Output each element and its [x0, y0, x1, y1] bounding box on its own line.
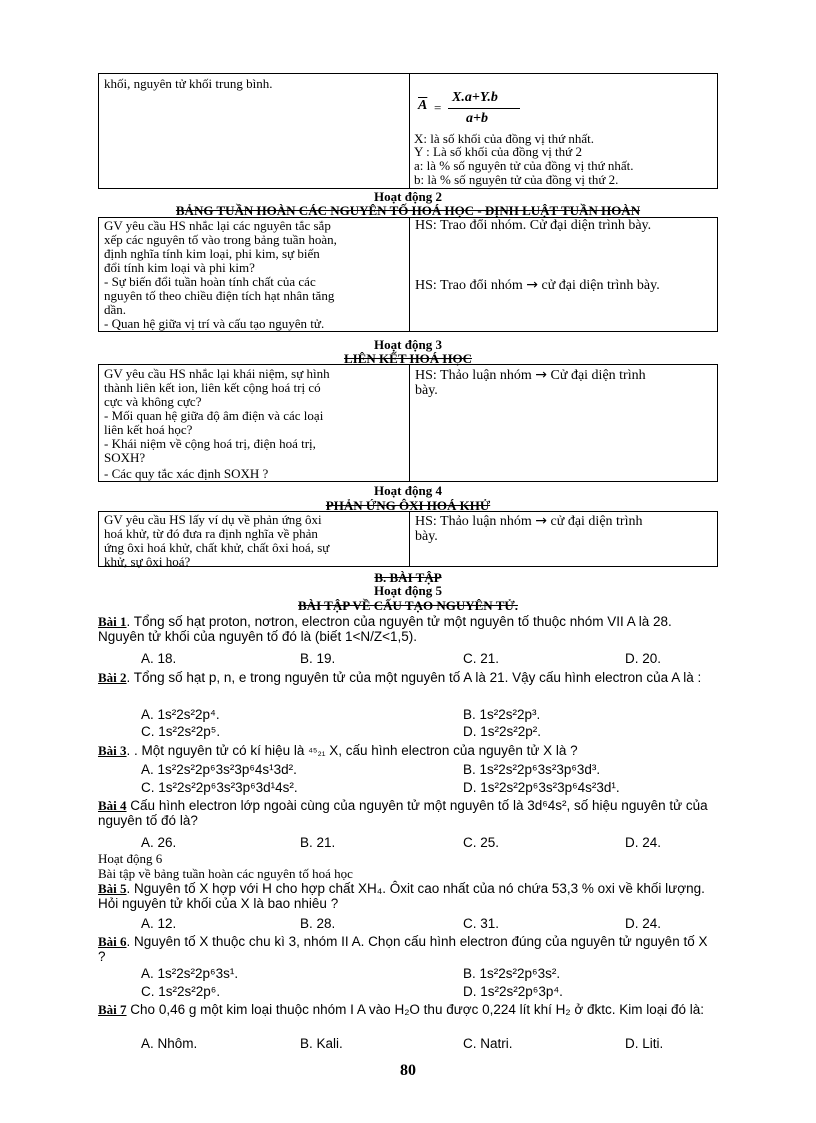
act4-title: PHẢN ỨNG ÔXI HOÁ KHỬ	[325, 498, 491, 513]
act6-subtitle: Bài tập về bảng tuần hoàn các nguyên tố hoá học	[98, 866, 353, 881]
q1-option-d: D. 20.	[625, 651, 662, 666]
q3-option-d: D. 1s²2s²2p⁶3s²3p⁶4s²3d¹.	[463, 780, 620, 795]
q2-option-c: C. 1s²2s²2p⁵.	[141, 724, 221, 739]
q5-option-c: C. 31.	[463, 916, 500, 931]
act3-right-b: Cử đại diện trình	[550, 368, 646, 383]
q3-option-c: C. 1s²2s²2p⁶3s²3p⁶3d¹4s².	[141, 780, 298, 795]
act2-left-7: dần.	[104, 302, 127, 317]
act4-right-1	[415, 515, 642, 528]
arrow-icon: →	[535, 367, 548, 383]
question-3-label: Bài 3	[98, 743, 127, 758]
arrow-icon: →	[526, 277, 538, 293]
question-7-text: Cho 0,46 g một kim loại thuộc nhóm I A vào H₂O thu được 0,224 lít khí H₂ ở đktc. Kim loại đó là:	[126, 1002, 705, 1017]
act4-left-1: GV yêu cầu HS lấy ví dụ về phản ứng ôxi	[104, 512, 322, 527]
formula-eq: =	[434, 100, 442, 115]
act4-right-2: bày.	[415, 529, 438, 544]
act4-left-3: ứng ôxi hoá khử, chất khử, chất ôxi hoá, sự	[104, 540, 330, 555]
act2-left-2: xếp các nguyên tố vào trong bảng tuần hoàn,	[104, 232, 337, 247]
question-7	[98, 1002, 718, 1017]
q2-option-a: A. 1s²2s²2p⁴.	[141, 707, 220, 722]
q5-option-a: A. 12.	[141, 916, 177, 931]
q7-option-b: B. Kali.	[300, 1036, 343, 1051]
q5-option-b: B. 28.	[300, 916, 336, 931]
question-6-label: Bài 6	[98, 934, 127, 949]
isotope-symbol: ⁴⁵₂₁	[308, 746, 326, 758]
question-1-text: . Tổng số hạt proton, nơtron, electron của nguyên tử một nguyên tố thuộc nhóm VII A là 28. Nguyên tử khối của nguyên tố đó là (biết 1<N/Z<1,5).	[98, 614, 672, 644]
q7-option-d: D. Liti.	[625, 1036, 664, 1051]
question-2	[98, 670, 718, 685]
act3-right-2: bày.	[415, 383, 438, 398]
question-4	[98, 798, 718, 828]
question-2-text: . Tổng số hạt p, n, e trong nguyên tử của một nguyên tố A là 21. Vậy cấu hình electron của A là :	[126, 670, 702, 685]
formula-numerator: X.a+Y.b	[452, 90, 498, 105]
act3-left-2: thành liên kết ion, liên kết cộng hoá trị có	[104, 380, 321, 395]
act2-right-2a: HS: Trao đổi nhóm	[415, 278, 523, 293]
q2-option-d: D. 1s²2s²2p².	[463, 724, 542, 739]
q5-option-d: D. 24.	[625, 916, 662, 931]
q1-option-b: B. 19.	[300, 651, 336, 666]
formula-line-4: b: là % số nguyên tử của đồng vị thứ 2.	[414, 172, 619, 187]
question-7-label: Bài 7	[98, 1002, 127, 1017]
q4-option-b: B. 21.	[300, 835, 336, 850]
act3-left-7: SOXH?	[104, 450, 146, 465]
act4-left-2: hoá khử, từ đó đưa ra định nghĩa về phản	[104, 526, 318, 541]
q4-option-a: A. 26.	[141, 835, 177, 850]
question-5	[98, 881, 718, 911]
act3-right-1	[415, 369, 646, 382]
question-3	[98, 743, 718, 760]
act5-title: BÀI TẬP VỀ CẤU TẠO NGUYÊN TỬ.	[298, 598, 518, 613]
q2-option-b: B. 1s²2s²2p³.	[463, 707, 541, 722]
act4-right-b: cử đại diện trình	[550, 514, 643, 529]
question-5-text: . Nguyên tố X hợp với H cho hợp chất XH₄. Ôxit cao nhất của nó chứa 53,3 % oxi về khối lượng. Hỏi nguyên tử khối của X là bao nhiêu ?	[98, 881, 705, 911]
act3-left-1: GV yêu cầu HS nhắc lại khái niệm, sự hình	[104, 366, 330, 381]
act2-left-4: đổi tính kim loại và phi kim?	[104, 260, 255, 275]
q1-option-c: C. 21.	[463, 651, 500, 666]
act3-title: LIÊN KẾT HOÁ HỌC	[344, 351, 472, 366]
act3-left-5: liên kết hoá học?	[104, 422, 193, 437]
question-3-text-b: X, cấu hình electron của nguyên tử X là ?	[329, 743, 578, 758]
question-6	[98, 934, 718, 964]
formula-line-3: a: là % số nguyên tử của đồng vị thứ nhất.	[414, 158, 634, 173]
arrow-icon: →	[535, 513, 548, 529]
act2-right-2	[415, 279, 660, 292]
q6-option-b: B. 1s²2s²2p⁶3s².	[463, 966, 561, 981]
act2-right-1: HS: Trao đổi nhóm. Cử đại diện trình bày.	[415, 218, 652, 233]
q7-option-c: C. Natri.	[463, 1036, 513, 1051]
fraction-bar	[448, 108, 520, 109]
act3-right-a: HS: Thảo luận nhóm	[415, 368, 532, 383]
act2-left-6: nguyên tố theo chiều điện tích hạt nhân tăng	[104, 288, 335, 303]
act3-left-8: - Các quy tắc xác định SOXH ?	[104, 466, 269, 481]
act3-heading: Hoạt động 3	[374, 337, 442, 352]
act4-left-4: khử, sự ôxi hoá?	[104, 554, 191, 569]
question-2-label: Bài 2	[98, 670, 127, 685]
act2-right-2b: cử đại diện trình bày.	[541, 278, 660, 293]
q4-option-c: C. 25.	[463, 835, 500, 850]
act5-heading: Hoạt động 5	[374, 583, 442, 598]
question-6-text: . Nguyên tố X thuộc chu kì 3, nhóm II A. Chọn cấu hình electron đúng của nguyên tử nguyên tố X ?	[98, 934, 708, 964]
act2-title: BẢNG TUẦN HOÀN CÁC NGUYÊN TỐ HOÁ HỌC - ĐỊNH LUẬT TUẦN HOÀN	[175, 203, 641, 218]
act2-left-5: - Sự biến đổi tuần hoàn tính chất của các	[104, 274, 316, 289]
act3-left-3: cực và không cực?	[104, 394, 202, 409]
q3-option-b: B. 1s²2s²2p⁶3s²3p⁶3d³.	[463, 762, 601, 777]
act2-left-3: định nghĩa tính kim loại, phi kim, sự biến	[104, 246, 320, 261]
formula-line-1: X: là số khối của đồng vị thứ nhất.	[414, 131, 594, 146]
formula-denominator: a+b	[466, 111, 488, 126]
q4-option-d: D. 24.	[625, 835, 662, 850]
section-b-title: B. BÀI TẬP	[374, 570, 442, 585]
q3-option-a: A. 1s²2s²2p⁶3s²3p⁶4s¹3d².	[141, 762, 297, 777]
table1-left-text: khối, nguyên tử khối trung bình.	[104, 76, 273, 91]
act4-heading: Hoạt động 4	[374, 483, 442, 498]
act3-left-4: - Mối quan hệ giữa độ âm điện và các loại	[104, 408, 324, 423]
act4-right-a: HS: Thảo luận nhóm	[415, 514, 532, 529]
act2-heading: Hoạt động 2	[374, 189, 442, 204]
question-5-label: Bài 5	[98, 881, 127, 896]
act3-left-6: - Khái niệm về cộng hoá trị, điện hoá trị,	[104, 436, 316, 451]
formula-line-2: Y : Là số khối của đồng vị thứ 2	[414, 144, 582, 159]
formula-lhs: $\overline{A}$	[418, 98, 428, 113]
question-4-text: Cấu hình electron lớp ngoài cùng của nguyên tử một nguyên tố là 3d⁶4s², số hiệu nguyên tử của nguyên tố đó là?	[98, 798, 708, 828]
question-1-label: Bài 1	[98, 614, 127, 629]
question-4-label: Bài 4	[98, 798, 127, 813]
act2-left-1: GV yêu cầu HS nhắc lại các nguyên tắc sắp	[104, 218, 331, 233]
page-number: 80	[400, 1062, 416, 1079]
act2-left-8: - Quan hệ giữa vị trí và cấu tạo nguyên tử.	[104, 316, 325, 331]
q6-option-d: D. 1s²2s²2p⁶3p⁴.	[463, 984, 563, 999]
question-1	[98, 614, 718, 644]
question-3-text-a: . . Một nguyên tử có kí hiệu là	[126, 743, 305, 758]
q7-option-a: A. Nhôm.	[141, 1036, 198, 1051]
act6-heading: Hoạt động 6	[98, 851, 163, 866]
q6-option-a: A. 1s²2s²2p⁶3s¹.	[141, 966, 239, 981]
q1-option-a: A. 18.	[141, 651, 177, 666]
q6-option-c: C. 1s²2s²2p⁶.	[141, 984, 221, 999]
